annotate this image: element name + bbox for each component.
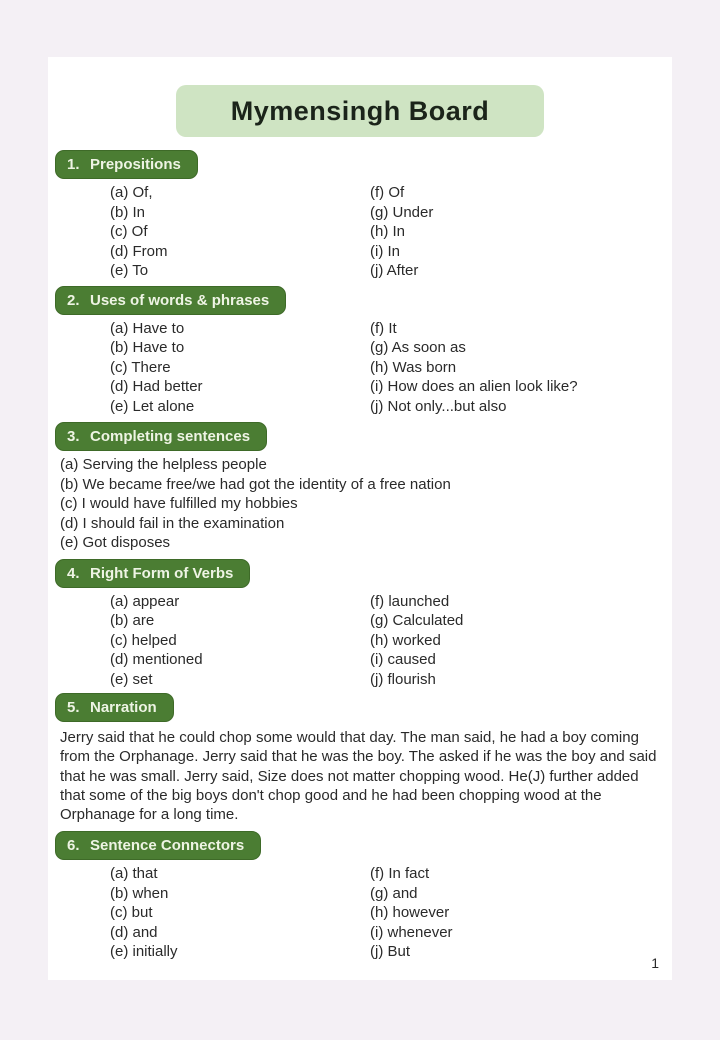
answer-item: (h) In (370, 223, 406, 240)
answer-item: (d) I should fail in the examination (60, 514, 285, 532)
section-title: Right Form of Verbs (90, 564, 234, 582)
answer-item: (i) caused (370, 651, 436, 668)
answer-item: (b) In (110, 203, 146, 221)
answers-grid (48, 183, 672, 281)
answer-item: (j) After (370, 262, 419, 279)
answer-item: (i) In (370, 242, 400, 260)
answer-item: (c) but (110, 904, 153, 922)
answers-left-column (48, 319, 370, 417)
answer-item: (d) From (110, 242, 168, 260)
answer-item: (c) I would have fulfilled my hobbies (60, 495, 298, 512)
answers-right-column (370, 183, 672, 281)
answer-item: (f) In fact (370, 865, 430, 883)
section-right-form-of-verbs (48, 553, 672, 690)
answers-grid (48, 864, 672, 962)
answer-item: (b) We became free/we had got the identity of a free nation (60, 475, 451, 493)
page-title: Mymensingh Board (230, 95, 490, 126)
answer-item: (g) Under (370, 203, 434, 221)
section-number: 4. (67, 564, 80, 582)
answer-item: (d) and (110, 923, 158, 941)
answers-right-column (370, 592, 672, 690)
section-narration (48, 689, 672, 824)
answer-item: (j) flourish (370, 670, 436, 688)
answer-item: (d) mentioned (110, 651, 203, 668)
section-title: Uses of words & phrases (90, 291, 270, 309)
section-heading-right-form-of-verbs (55, 559, 250, 588)
section-sentence-connectors (48, 824, 672, 962)
answers-list (48, 455, 672, 553)
answer-item: (f) It (370, 319, 397, 337)
section-heading-prepositions (55, 150, 198, 179)
section-title: Narration (90, 699, 157, 716)
document-page (48, 57, 672, 980)
section-heading-sentence-connectors (55, 831, 261, 860)
answers-left-column (48, 864, 370, 962)
answer-item: (d) Had better (110, 378, 203, 395)
section-heading-completing-sentences (55, 422, 267, 451)
section-heading-narration (55, 693, 174, 722)
answer-item: (g) As soon as (370, 339, 466, 356)
answer-item: (h) worked (370, 631, 441, 649)
answer-item: (e) Got disposes (60, 534, 171, 551)
narration-paragraph: Jerry said that he could chop some would that day. The man said, he had a boy coming from the Orphanage. Jerry said that he was the boy. The asked if he was the boy and said that he was small. Jerry said, Size does not matter chopping wood. He(J) further added that some of the big boys don't chop good and he had been chopping wood at the Orphanage for a long time. (60, 729, 657, 824)
answers-left-column (48, 183, 370, 281)
answer-item: (h) Was born (370, 358, 457, 376)
answer-item: (a) that (110, 865, 158, 883)
answer-item: (e) To (110, 262, 149, 279)
section-title: Sentence Connectors (90, 837, 245, 855)
section-title: Completing sentences (90, 428, 251, 445)
page-number: 1 (651, 955, 659, 971)
answers-left-column (48, 592, 370, 690)
answer-item: (f) Of (370, 184, 405, 201)
answer-item: (c) helped (110, 631, 177, 649)
section-heading-uses-of-words (55, 286, 286, 315)
section-title: Prepositions (90, 156, 181, 173)
answer-item: (j) Not only...but also (370, 397, 507, 415)
answer-item: (i) How does an alien look like? (370, 378, 578, 395)
answer-item: (e) set (110, 670, 153, 688)
section-number: 2. (67, 291, 80, 309)
answer-item: (c) Of (110, 223, 148, 240)
answer-item: (e) initially (110, 943, 178, 961)
answer-item: (i) whenever (370, 923, 453, 941)
section-number: 6. (67, 837, 80, 855)
answer-item: (b) are (110, 612, 155, 629)
section-completing-sentences (48, 416, 672, 553)
section-number: 5. (67, 699, 80, 716)
answer-item: (b) when (110, 884, 169, 902)
answer-item: (c) There (110, 358, 171, 376)
answer-item: (a) Have to (110, 319, 185, 337)
answer-item: (a) Serving the helpless people (60, 456, 267, 473)
answer-item: (g) and (370, 884, 418, 902)
section-prepositions (48, 137, 672, 281)
section-uses-of-words (48, 281, 672, 417)
answers-grid (48, 319, 672, 417)
answer-item: (b) Have to (110, 339, 185, 356)
board-title-banner (176, 85, 544, 137)
section-number: 3. (67, 428, 80, 445)
answers-right-column (370, 864, 672, 962)
answer-item: (a) appear (110, 592, 180, 610)
answer-item: (g) Calculated (370, 612, 464, 629)
answer-item: (a) Of, (110, 184, 153, 201)
section-number: 1. (67, 156, 80, 173)
answer-item: (f) launched (370, 592, 450, 610)
answer-item: (j) But (370, 943, 411, 961)
answers-grid (48, 592, 672, 690)
answer-item: (e) Let alone (110, 397, 195, 415)
answer-item: (h) however (370, 904, 450, 922)
answers-right-column (370, 319, 672, 417)
